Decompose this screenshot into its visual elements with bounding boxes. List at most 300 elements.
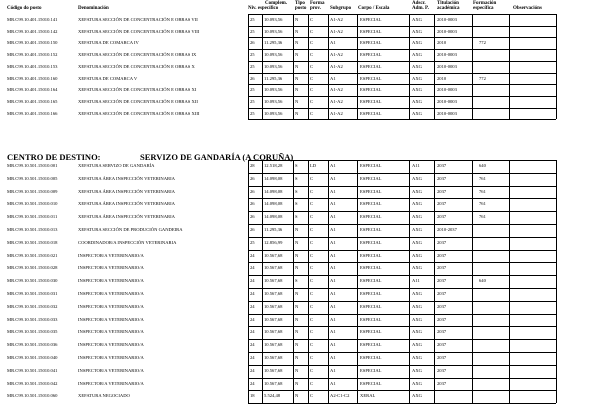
cell-codigo: MR.C99.10.501.15010.009 [7,188,58,194]
cell-forma: C [310,342,314,348]
cell-tipo: N [295,17,299,22]
cell-denominacion: INSPECTOR/A VETERINARIO/A [78,316,144,322]
cell-formacion: 640 [479,163,486,168]
header-adscr-2: Adm. P. [412,6,429,11]
cell-subgrupo: A1 [330,342,336,348]
cell-corpo: ESPECIAL [360,239,382,245]
cell-tipo: S [295,214,298,220]
cell-denominacion: XEFATURA SECCIÓN DE CONCENTRACIÓN E OBRAS XIII [78,110,200,116]
cell-complemento: 10.567,68 [264,342,283,348]
cell-subgrupo: A1 [330,163,336,168]
cell-tipo: N [295,52,299,58]
cell-forma: C [310,40,314,46]
header-observacions: Observacións [513,6,542,11]
cell-codigo: MR.C99.10.501.15010.013 [7,227,58,232]
cell-corpo: ESPECIAL [360,17,382,22]
cell-complemento: 10.093,56 [264,98,283,104]
column-divider [308,160,309,403]
cell-corpo: ESPECIAL [360,380,382,386]
cell-nivel: 25 [250,52,255,58]
cell-nivel: 24 [250,316,255,322]
header-forma-1: Forma [310,1,325,6]
cell-nivel: 25 [250,17,255,22]
cell-corpo: ESPECIAL [360,110,382,116]
cell-titulacion: 2010-2037 [437,227,457,232]
cell-titulacion: 2037 [437,278,447,284]
cell-formacion: 761 [479,188,486,194]
cell-forma: C [310,28,314,34]
cell-formacion: 761 [479,201,486,207]
cell-codigo: MR.C99.10.501.15010.042 [7,380,58,386]
column-divider [262,14,263,119]
cell-codigo: MR.C99.10.401.15010.141 [7,17,58,22]
cell-codigo: MR.C99.10.501.15010.010 [7,201,58,207]
cell-nivel: 26 [250,214,255,220]
cell-complemento: 11.295,36 [264,75,283,81]
row-divider [248,37,556,38]
cell-forma: C [310,98,314,104]
column-divider [472,14,473,119]
cell-formacion: 761 [479,214,486,220]
cell-forma: C [310,201,314,207]
cell-nivel: 24 [250,355,255,360]
cell-adscr: AXG [412,380,422,386]
cell-corpo: ESPECIAL [360,214,382,220]
cell-forma: C [310,227,314,232]
cell-complemento: 14.098,08 [264,214,283,220]
cell-forma: C [310,380,314,386]
cell-tipo: N [295,265,299,271]
row-divider [248,237,556,238]
cell-adscr: AXG [412,214,422,220]
cell-denominacion: INSPECTOR/A VETERINARIO/A [78,278,144,284]
cell-adscr: AXG [412,52,422,58]
cell-subgrupo: A1-A2 [330,110,343,116]
cell-corpo: ESPECIAL [360,163,382,168]
column-divider [509,160,510,403]
cell-denominacion: INSPECTOR/A VETERINARIO/A [78,329,144,335]
row-divider [248,326,556,327]
cell-subgrupo: A1-A2 [330,87,343,93]
cell-corpo: ESPECIAL [360,252,382,258]
cell-tipo: N [295,110,299,116]
cell-adscr: A11 [412,278,420,284]
cell-codigo: MR.C99.10.501.15010.041 [7,367,58,373]
row-divider [248,73,556,74]
cell-adscr: AXG [412,17,422,22]
cell-denominacion: XEFATURA SECCIÓN DE CONCENTRACIÓN E OBRAS XI [78,87,197,93]
cell-titulacion: 2037 [437,252,447,258]
cell-codigo: MR.C99.10.401.15010.142 [7,28,58,34]
row-divider [248,84,556,85]
cell-titulacion: 2037 [437,291,447,296]
cell-denominacion: INSPECTOR/A VETERINARIO/A [78,265,144,271]
cell-denominacion: XEFATURA ÁREA INSPECCIÓN VETERINARIA [78,214,175,220]
cell-tipo: N [295,252,299,258]
cell-nivel: 24 [250,342,255,348]
cell-tipo: N [295,303,299,309]
cell-subgrupo: A1 [330,380,336,386]
cell-forma: C [310,175,314,181]
header-nivel-2: Niv. específico [248,6,279,11]
cell-subgrupo: A1 [330,214,336,220]
header-subgrupo: Subgrupo [330,6,352,11]
cell-forma: C [310,239,314,245]
row-divider [248,262,556,263]
cell-complemento: 10.567,68 [264,252,283,258]
cell-forma: C [310,265,314,271]
column-divider [409,160,410,403]
cell-codigo: MR.C99.10.501.15010.011 [7,214,58,220]
cell-corpo: ESPECIAL [360,188,382,194]
cell-titulacion: 2037 [437,239,447,245]
cell-denominacion: INSPECTOR/A VETERINARIO/A [78,380,144,386]
cell-subgrupo: A1 [330,227,336,232]
cell-denominacion: XEFATURA DE COMARCA V [78,75,138,81]
cell-tipo: N [295,75,299,81]
cell-complemento: 10.093,56 [264,110,283,116]
cell-tipo: N [295,227,299,232]
cell-titulacion: 2037 [437,329,447,335]
cell-complemento: 10.567,68 [264,355,283,360]
cell-formacion: 772 [479,75,486,81]
row-divider [248,275,556,276]
row-divider [248,224,556,225]
header-formacion-1: Formación [473,1,497,6]
cell-adscr: AXG [412,355,422,360]
cell-adscr: AXG [412,227,422,232]
cell-forma: C [310,87,314,93]
cell-subgrupo: A1 [330,201,336,207]
cell-codigo: MR.C99.10.401.15010.165 [7,98,58,104]
cell-codigo: MR.C99.10.501.15010.033 [7,316,58,322]
cell-forma: C [310,252,314,258]
cell-denominacion: XEFATURA SECCIÓN DE CONCENTRACIÓN E OBRAS IX [78,52,197,58]
cell-titulacion: 2010-0003 [437,98,457,104]
cell-subgrupo: A1 [330,252,336,258]
cell-subgrupo: A1 [330,303,336,309]
cell-titulacion: 2010 [437,40,447,46]
cell-codigo: MR.C99.10.401.15010.152 [7,52,58,58]
cell-complemento: 11.295,36 [264,40,283,46]
cell-titulacion: 2037 [437,342,447,348]
cell-denominacion: XEFATURA SERVIZO DE GANDARÍA [78,163,155,168]
cell-complemento: 12.856,99 [264,239,283,245]
cell-subgrupo: A1 [330,355,336,360]
cell-titulacion: 2037 [437,163,447,168]
cell-subgrupo: A1 [330,329,336,335]
cell-complemento: 5.524,48 [264,393,281,399]
cell-denominacion: INSPECTOR/A VETERINARIO/A [78,342,144,348]
column-divider [556,14,557,119]
cell-complemento: 10.093,56 [264,87,283,93]
cell-complemento: 12.518,28 [264,163,283,168]
cell-nivel: 25 [250,98,255,104]
cell-denominacion: COORDINADOR/A INSPECCIÓN VETERINARIA [78,239,177,245]
cell-corpo: ESPECIAL [360,291,382,296]
cell-corpo: ESPECIAL [360,367,382,373]
cell-nivel: 24 [250,380,255,386]
cell-forma: C [310,188,314,194]
cell-denominacion: XEFATURA SECCIÓN DE CONCENTRACIÓN E OBRAS XII [78,98,198,104]
column-divider [328,160,329,403]
row-divider [248,403,556,404]
row-divider [248,211,556,212]
cell-complemento: 10.567,68 [264,265,283,271]
cell-codigo: MR.C99.10.401.15010.153 [7,63,58,69]
cell-forma: C [310,303,314,309]
cell-titulacion: 2037 [437,380,447,386]
cell-forma: C [310,63,314,69]
cell-nivel: 18 [250,393,255,399]
cell-subgrupo: A1-A2 [330,98,343,104]
cell-codigo: MR.C99.10.501.15010.035 [7,329,58,335]
cell-corpo: ESPECIAL [360,63,382,69]
row-divider [248,198,556,199]
cell-codigo: MR.C99.10.501.15010.031 [7,291,58,296]
cell-tipo: N [295,63,299,69]
cell-complemento: 10.093,56 [264,17,283,22]
cell-tipo: S [295,201,298,207]
cell-nivel: 25 [250,110,255,116]
cell-adscr: AXG [412,303,422,309]
cell-codigo: MR.C99.10.501.15010.005 [7,175,58,181]
cell-forma: C [310,110,314,116]
cell-subgrupo: A1 [330,265,336,271]
cell-forma: C [310,17,314,22]
cell-adscr: AXG [412,175,422,181]
cell-adscr: AXG [412,87,422,93]
cell-adscr: AXG [412,110,422,116]
cell-forma: C [310,316,314,322]
cell-subgrupo: A2-C1-C2 [330,393,350,399]
cell-tipo: N [295,98,299,104]
cell-titulacion: 2010-0003 [437,87,457,93]
cell-complemento: 10.093,56 [264,63,283,69]
cell-denominacion: XEFATURA NEGOCIADO [78,393,130,399]
cell-corpo: ESPECIAL [360,227,382,232]
header-corpo: Corpo / Escala [358,6,390,11]
cell-nivel: 24 [250,278,255,284]
cell-codigo: MR.C99.10.501.15010.001 [7,163,58,168]
cell-complemento: 11.295,36 [264,227,283,232]
cell-subgrupo: A1 [330,188,336,194]
cell-corpo: ESPECIAL [360,28,382,34]
cell-nivel: 26 [250,40,255,46]
cell-adscr: AXG [412,329,422,335]
cell-forma: C [310,52,314,58]
cell-tipo: N [295,367,299,373]
cell-corpo: ESPECIAL [360,75,382,81]
cell-complemento: 10.567,68 [264,303,283,309]
cell-titulacion: 2010 [437,75,447,81]
cell-adscr: AXG [412,201,422,207]
column-divider [293,14,294,119]
cell-adscr: AXG [412,342,422,348]
cell-codigo: MR.C99.10.501.15010.032 [7,303,58,309]
cell-tipo: S [295,163,298,168]
cell-subgrupo: A1 [330,40,336,46]
cell-forma: C [310,291,314,296]
cell-corpo: ESPECIAL [360,98,382,104]
cell-denominacion: XEFATURA SECCIÓN DE CONCENTRACIÓN E OBRAS VIII [78,28,200,34]
cell-nivel: 25 [250,87,255,93]
cell-titulacion: 2037 [437,303,447,309]
cell-nivel: 24 [250,265,255,271]
row-divider [248,49,556,50]
cell-denominacion: INSPECTOR/A VETERINARIO/A [78,367,144,373]
header-tipo-1: Tipo [295,1,305,6]
column-divider [293,160,294,403]
row-divider [248,339,556,340]
cell-denominacion: XEFATURA SECCIÓN DE CONCENTRACIÓN E OBRAS VII [78,17,198,22]
cell-corpo: ESPECIAL [360,52,382,58]
row-divider [248,314,556,315]
cell-codigo: MR.C99.10.501.15010.021 [7,252,58,258]
row-divider [248,160,556,161]
cell-titulacion: 2010-0003 [437,63,457,69]
cell-complemento: 10.567,68 [264,367,283,373]
column-divider [409,14,410,119]
cell-titulacion: 2037 [437,355,447,360]
cell-codigo: MR.C99.10.401.15010.164 [7,87,58,93]
cell-tipo: S [295,188,298,194]
cell-corpo: ESPECIAL [360,87,382,93]
column-divider [328,14,329,119]
header-adscr-1: Adscr. [412,1,426,6]
row-divider [248,390,556,391]
row-divider [248,250,556,251]
cell-tipo: S [295,175,298,181]
cell-formacion: 640 [479,278,486,284]
cell-adscr: A11 [412,163,420,168]
cell-complemento: 14.098,08 [264,175,283,181]
cell-forma: C [310,367,314,373]
cell-complemento: 10.567,68 [264,316,283,322]
cell-denominacion: XEFATURA SECCIÓN DE PRODUCIÓN GANDEIRA [78,227,183,232]
cell-tipo: N [295,380,299,386]
cell-denominacion: INSPECTOR/A VETERINARIO/A [78,252,144,258]
cell-nivel: 25 [250,239,255,245]
header-titulacion-1: Titulación [437,1,459,6]
cell-codigo: MR.C99.10.501.15010.028 [7,265,58,271]
cell-complemento: 10.093,56 [264,52,283,58]
cell-subgrupo: A1-A2 [330,17,343,22]
cell-tipo: N [295,393,299,399]
cell-nivel: 24 [250,291,255,296]
cell-nivel: 24 [250,367,255,373]
cell-titulacion: 2037 [437,367,447,373]
cell-codigo: MR.C99.10.401.15010.166 [7,110,58,116]
cell-adscr: AXG [412,367,422,373]
cell-tipo: N [295,342,299,348]
column-divider [434,160,435,403]
cell-tipo: N [295,329,299,335]
cell-tipo: N [295,87,299,93]
cell-forma: C [310,75,314,81]
cell-complemento: 10.093,56 [264,28,283,34]
cell-titulacion: 2037 [437,175,447,181]
cell-tipo: S [295,278,298,284]
cell-nivel: 26 [250,175,255,181]
cell-forma: C [310,329,314,335]
cell-subgrupo: A1 [330,291,336,296]
cell-subgrupo: A1-A2 [330,63,343,69]
column-divider [357,14,358,119]
cell-subgrupo: A1 [330,239,336,245]
cell-adscr: AXG [412,252,422,258]
cell-denominacion: XEFATURA ÁREA INSPECCIÓN VETERINARIA [78,188,175,194]
cell-forma: C [310,355,314,360]
cell-denominacion: INSPECTOR/A VETERINARIO/A [78,303,144,309]
cell-codigo: MR.C99.10.401.15010.160 [7,75,58,81]
cell-titulacion: 2037 [437,188,447,194]
cell-corpo: ESPECIAL [360,265,382,271]
cell-nivel: 26 [250,201,255,207]
cell-corpo: ESPECIAL [360,175,382,181]
cell-subgrupo: A1-A2 [330,52,343,58]
cell-nivel: 26 [250,227,255,232]
cell-adscr: AXG [412,40,422,46]
header-nivel-1: Complem. [265,1,288,6]
header-codigo: Código do posto [7,6,42,11]
row-divider [248,26,556,27]
cell-subgrupo: A1 [330,367,336,373]
header-titulacion-2: académica [437,6,460,11]
cell-titulacion: 2010-0003 [437,28,457,34]
cell-complemento: 10.567,68 [264,380,283,386]
row-divider [248,173,556,174]
cell-corpo: ESPECIAL [360,329,382,335]
cell-adscr: AXG [412,239,422,245]
header-denominacion: Denominación [78,6,109,11]
cell-tipo: N [295,355,299,360]
cell-forma: LD [310,163,317,168]
cell-titulacion: 2010-0003 [437,110,457,116]
column-divider [509,14,510,119]
cell-complemento: 10.567,68 [264,329,283,335]
cell-tipo: N [295,28,299,34]
cell-titulacion: 2037 [437,214,447,220]
cell-adscr: AXG [412,265,422,271]
cell-titulacion: 2010-0003 [437,17,457,22]
row-divider [248,96,556,97]
cell-nivel: 25 [250,28,255,34]
cell-adscr: AXG [412,393,422,399]
cell-subgrupo: A1-A2 [330,28,343,34]
column-divider [262,160,263,403]
cell-corpo: XERAL [360,393,376,399]
cell-subgrupo: A1 [330,278,336,284]
cell-codigo: MR.C99.10.501.15010.040 [7,355,58,360]
cell-corpo: ESPECIAL [360,355,382,360]
cell-subgrupo: A1 [330,75,336,81]
column-divider [357,160,358,403]
cell-complemento: 10.567,68 [264,278,283,284]
row-divider [248,61,556,62]
cell-codigo: MR.C99.10.501.15010.018 [7,239,58,245]
cell-denominacion: INSPECTOR/A VETERINARIO/A [78,355,144,360]
cell-nivel: 26 [250,75,255,81]
header-tipo-2: posto [295,6,307,11]
cell-formacion: 772 [479,40,486,46]
cell-nivel: 25 [250,63,255,69]
cell-adscr: AXG [412,188,422,194]
cell-adscr: AXG [412,28,422,34]
row-divider [248,378,556,379]
cell-adscr: AXG [412,75,422,81]
cell-denominacion: XEFATURA DE COMARCA IV [78,40,139,46]
